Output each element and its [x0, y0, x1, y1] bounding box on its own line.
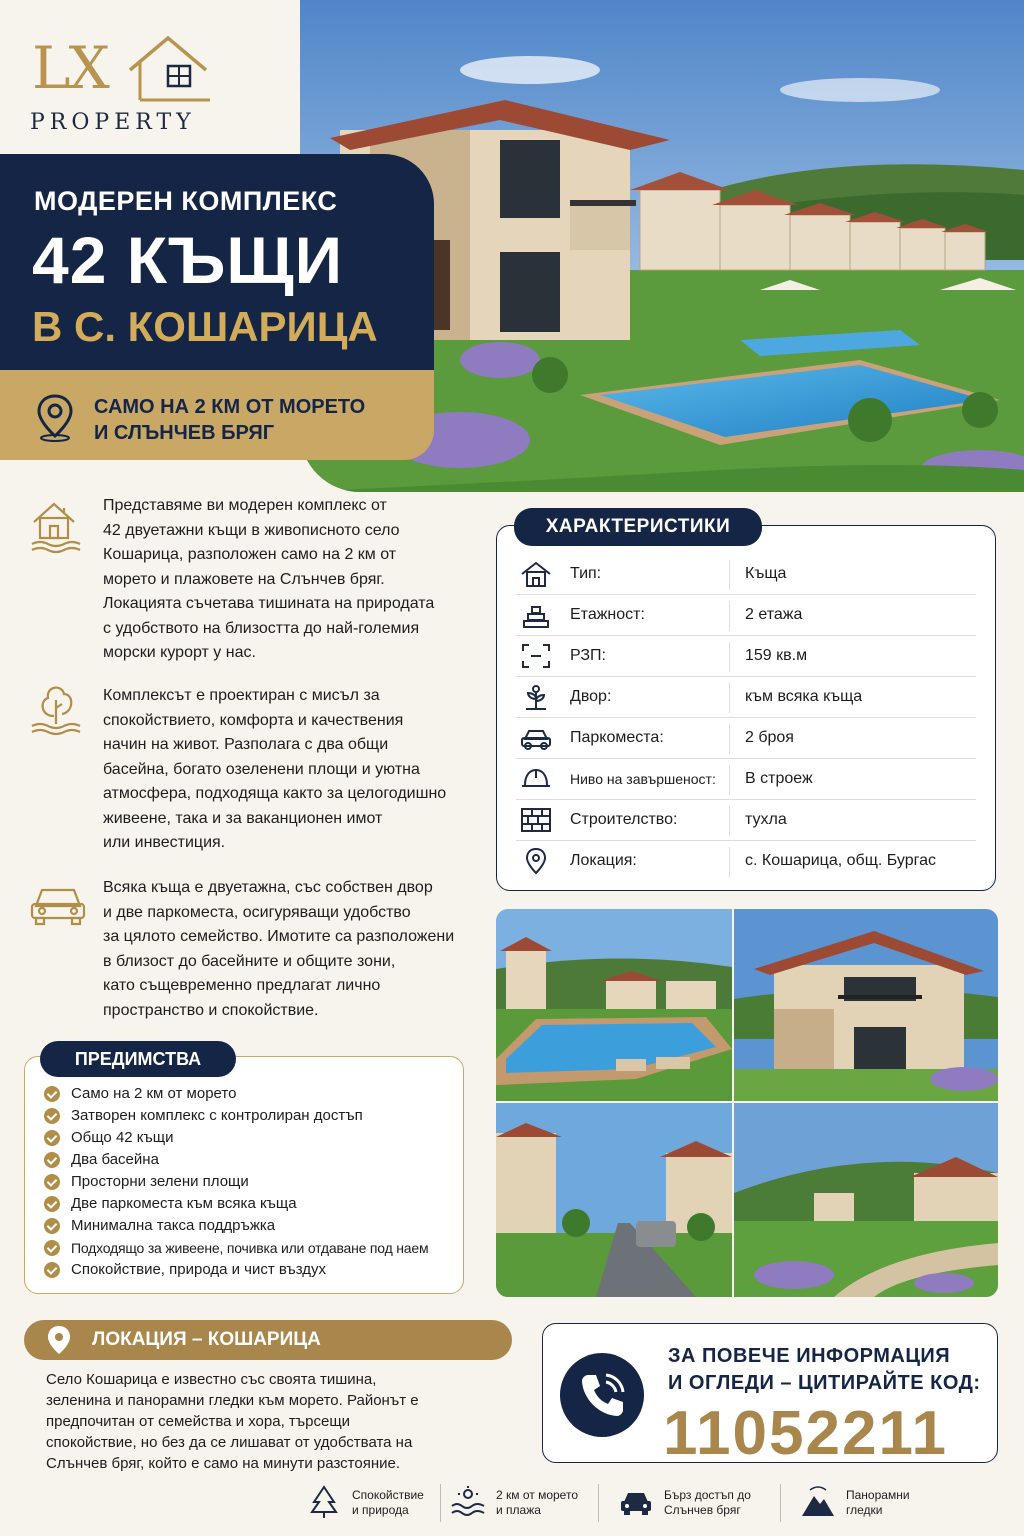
- gallery-photo-house: [734, 909, 998, 1101]
- headline-line-3: В С. КОШАРИЦА: [32, 303, 378, 350]
- check-icon: [44, 1240, 60, 1256]
- car-icon: [618, 1484, 654, 1520]
- location-pin-icon: [520, 847, 552, 875]
- logo: [28, 28, 228, 148]
- house-icon: [520, 560, 552, 588]
- char-row-parking: Паркоместа: 2 броя: [516, 718, 976, 759]
- feature-divider: [780, 1484, 781, 1522]
- check-icon: [44, 1174, 60, 1190]
- check-icon: [44, 1196, 60, 1212]
- plant-icon: [520, 683, 552, 711]
- tree-icon: [306, 1484, 342, 1520]
- logo-mark: LX: [32, 34, 108, 102]
- intro-paragraph-2: Комплексът е проектиран с мисъл за спокойствието, комфорта и качествения начин на живот. Разполага с два общи басейна, богато озеленени площи и уютна атмосфера, подходяща както за целогодишно живеене, така и за ваканционен имот или инвестиция.: [103, 687, 447, 851]
- check-icon: [44, 1086, 60, 1102]
- char-row-completion: Ниво на завършеност: В строеж: [516, 759, 976, 800]
- check-icon: [44, 1108, 60, 1124]
- helmet-icon: [520, 765, 552, 793]
- feature-divider: [440, 1484, 441, 1522]
- contact-line-2: И ОГЛЕДИ – ЦИТИРАЙТЕ КОД:: [668, 1372, 981, 1394]
- stairs-icon: [520, 601, 552, 629]
- check-icon: [44, 1262, 60, 1278]
- distance-line-1: САМО НА 2 КМ ОТ МОРЕТО: [94, 396, 366, 418]
- mountain-icon: [800, 1484, 836, 1520]
- check-icon: [44, 1218, 60, 1234]
- brick-icon: [520, 806, 552, 834]
- phone-icon: [560, 1353, 644, 1437]
- location-text: Село Кошарица е известно със своята тишина, зеленина и панорамни гледки към морето. Районът е предпочитан от семейства и хора, търсещи спокойствие, но без да се лишават от удобствата на Слънчев бряг, който е само на минути разстояние.: [46, 1371, 419, 1472]
- distance-line-2: И СЛЪНЧЕВ БРЯГ: [94, 422, 275, 444]
- char-row-area: РЗП: 159 кв.м: [516, 636, 976, 677]
- house-waves-icon: [28, 494, 90, 556]
- gallery-photo-street: [496, 1103, 732, 1297]
- feature-sea: 2 км от морето и плажа: [450, 1482, 590, 1524]
- check-icon: [44, 1130, 60, 1146]
- intro-paragraph-1: Представяме ви модерен комплекс от 42 двуетажни къщи в живописното село Кошарица, разположен само на 2 км от морето и плажовете на Слънчев бряг. Локацията съчетава тишината на природата с удобството на близостта до най-големия морски курорт у нас.: [103, 497, 435, 661]
- feature-divider: [598, 1484, 599, 1522]
- contact-line-1: ЗА ПОВЕЧЕ ИНФОРМАЦИЯ: [668, 1345, 951, 1367]
- location-pin-icon: [34, 392, 76, 442]
- check-icon: [44, 1152, 60, 1168]
- location-header: [24, 1320, 512, 1360]
- intro-paragraph-3: Всяка къща е двуетажна, със собствен двор и две паркоместа, осигуряващи удобство за цялото семейство. Имотите са разположени в близост до басейните и общите зони, като същевременно предлагат лично пространство и спокойствие.: [103, 879, 455, 1019]
- char-row-type: Тип: Къща: [516, 554, 976, 595]
- car-icon: [28, 872, 90, 934]
- char-row-construction: Строителство: тухла: [516, 800, 976, 841]
- feature-access: Бърз достъп до Слънчев бряг: [618, 1482, 768, 1524]
- area-icon: [520, 642, 552, 670]
- feature-views: Панорамни гледки: [800, 1482, 930, 1524]
- tree-waves-icon: [28, 676, 90, 738]
- waves-icon: [450, 1484, 486, 1520]
- logo-wordmark: PROPERTY: [30, 110, 196, 135]
- gallery-photo-garden: [734, 1103, 998, 1297]
- char-row-floors: Етажност: 2 етажа: [516, 595, 976, 636]
- char-row-yard: Двор: към всяка къща: [516, 677, 976, 718]
- headline-line-2: 42 КЪЩИ: [32, 223, 344, 297]
- location-pin-icon: [44, 1324, 74, 1356]
- house-logo-icon: [126, 32, 210, 102]
- gallery-photo-pool: [496, 909, 732, 1101]
- car-icon: [520, 724, 552, 752]
- benefits-title: ПРЕДИМСТВА: [40, 1041, 236, 1077]
- location-title: ЛОКАЦИЯ – КОШАРИЦА: [92, 1329, 321, 1350]
- char-row-location: Локация: с. Кошарица, общ. Бургас: [516, 841, 976, 882]
- property-code: 11052211: [663, 1399, 949, 1468]
- headline-line-1: МОДЕРЕН КОМПЛЕКС: [34, 186, 338, 216]
- characteristics-title: ХАРАКТЕРИСТИКИ: [514, 508, 762, 546]
- feature-nature: Спокойствие и природа: [306, 1482, 436, 1524]
